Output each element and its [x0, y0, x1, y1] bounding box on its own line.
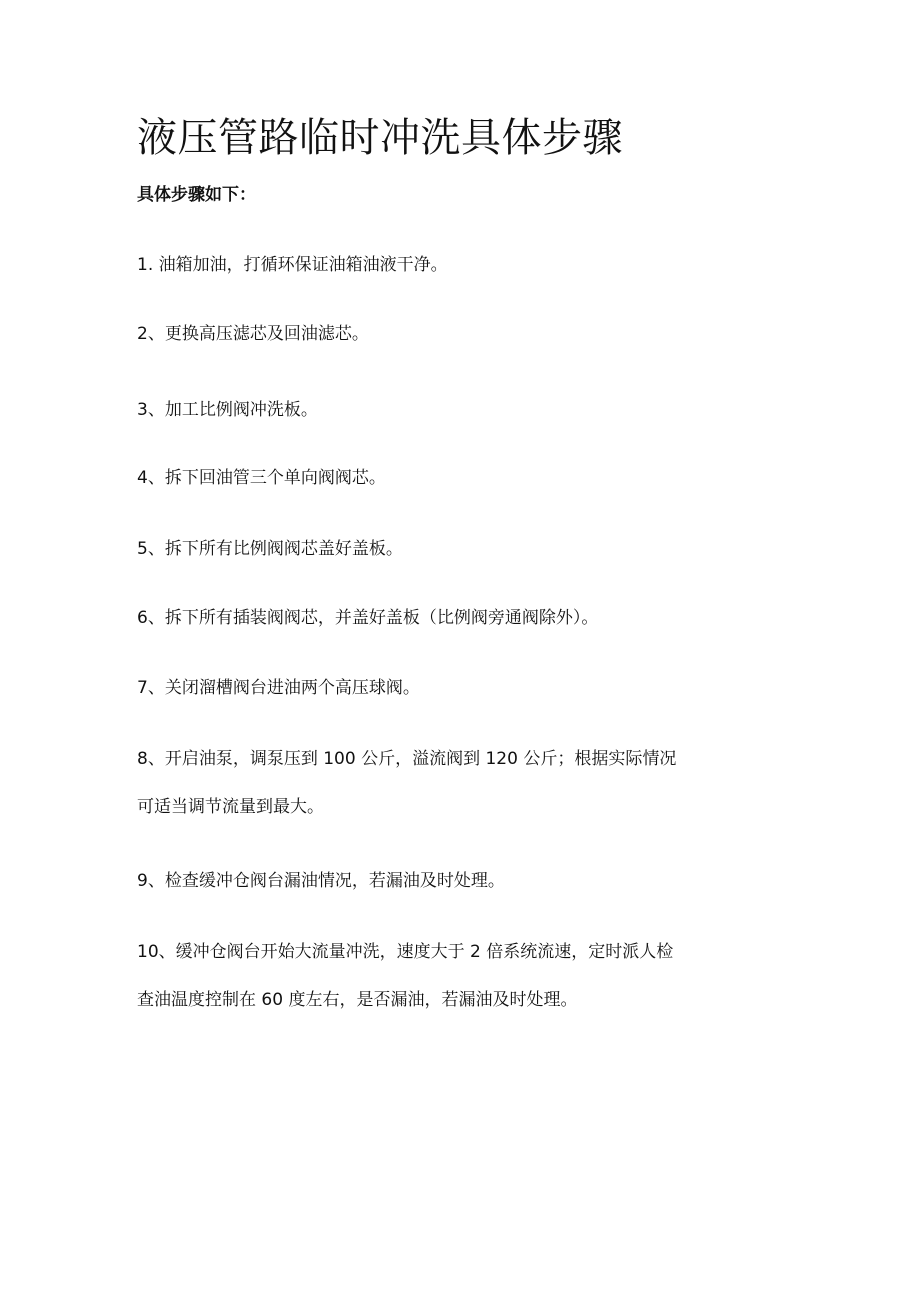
step-8-text-line-1: 8、开启油泵，调泵压到 100 公斤，溢流阀到 120 公斤；根据实际情况 [137, 749, 677, 769]
step-9-text: 9、检查缓冲仓阀台漏油情况，若漏油及时处理。 [137, 871, 505, 891]
steps-intro: 具体步骤如下： [137, 185, 256, 205]
step-8 [137, 747, 676, 819]
step-6 [137, 606, 598, 630]
step-3-text: 3、加工比例阀冲洗板。 [137, 400, 318, 420]
step-10 [137, 940, 673, 1012]
document-title: 液压管路临时冲洗具体步骤 [137, 115, 623, 161]
step-1-text: 1. 油箱加油，打循环保证油箱油液干净。 [137, 255, 448, 275]
step-8-text-line-2: 可适当调节流量到最大。 [137, 797, 324, 817]
step-5-text: 5、拆下所有比例阀阀芯盖好盖板。 [137, 539, 403, 559]
step-1 [137, 253, 448, 277]
step-9 [137, 869, 505, 893]
step-4-text: 4、拆下回油管三个单向阀阀芯。 [137, 468, 386, 488]
step-3 [137, 398, 318, 422]
step-10-text-line-1: 10、缓冲仓阀台开始大流量冲洗，速度大于 2 倍系统流速，定时派人检 [137, 942, 674, 962]
step-7-text: 7、关闭溜槽阀台进油两个高压球阀。 [137, 678, 420, 698]
step-2-text: 2、更换高压滤芯及回油滤芯。 [137, 324, 369, 344]
step-7 [137, 676, 420, 700]
step-2 [137, 322, 369, 346]
step-5 [137, 537, 403, 561]
step-4 [137, 466, 386, 490]
step-10-text-line-2: 查油温度控制在 60 度左右，是否漏油，若漏油及时处理。 [137, 990, 578, 1010]
step-6-text: 6、拆下所有插装阀阀芯，并盖好盖板（比例阀旁通阀除外）。 [137, 608, 599, 628]
